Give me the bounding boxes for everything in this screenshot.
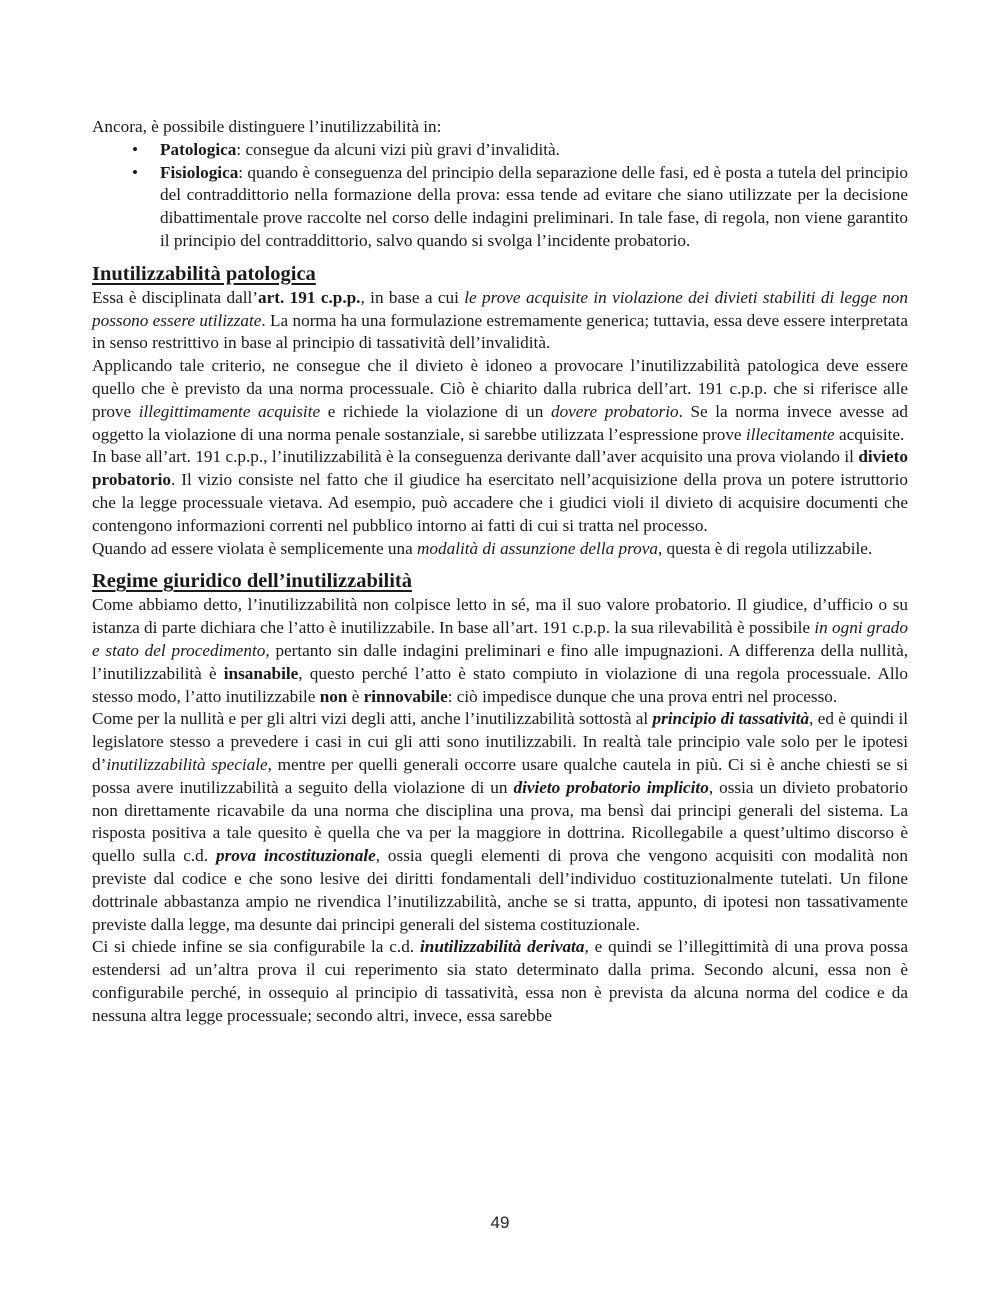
paragraph: In base all’art. 191 c.p.p., l’inutilizzabilità è la conseguenza derivante dall’aver acquisito una prova violando il divieto probatorio. Il vizio consiste nel fatto che il giudice ha esercitato nell’acquisizione della prova un potere istruttorio che la legge processuale vietava. Ad esempio, può accadere che i giudici violi il divieto di acquisire documenti che contengono informazioni correnti nel pubblico intorno ai fatti di cui si tratta nel processo. (92, 447, 908, 535)
section-heading-patologica: Inutilizzabilità patologica (92, 262, 316, 285)
paragraph: Quando ad essere violata è semplicemente una modalità di assunzione della prova, questa è di regola utilizzabile. (92, 538, 873, 558)
distinction-list (92, 139, 908, 253)
document-page (92, 116, 908, 1027)
paragraph: Essa è disciplinata dall’art. 191 c.p.p., in base a cui le prove acquisite in violazione dei divieti stabiliti di legge non possono essere utilizzate. La norma ha una formulazione estremamente generica; tuttavia, essa deve essere interpretata in senso restrittivo in base al principio di tassatività dell’invalidità. (92, 287, 908, 353)
intro-paragraph: Ancora, è possibile distinguere l’inutilizzabilità in: (92, 117, 442, 136)
section-heading-regime: Regime giuridico dell’inutilizzabilità (92, 570, 413, 593)
page-number: 49 (490, 1213, 510, 1232)
paragraph: Come per la nullità e per gli altri vizi degli atti, anche l’inutilizzabilità sottostà al principio di tassatività, ed è quindi il legislatore stesso a prevedere i casi in cui gli atti sono inutilizzabili. In realtà tale principio vale solo per le ipotesi d’inutilizzabilità speciale, mentre per quelli generali occorre usare qualche cautela in più. Ci si è anche chiesti se si possa avere inutilizzabilità a seguito della violazione di un divieto probatorio implicito, ossia un divieto probatorio non direttamente ricavabile da una norma che disciplina una prova, ma bensì dai principi generali del sistema. La risposta positiva a tale quesito è quella che va per la maggiore in dottrina. Ricollegabile a quest’ultimo discorso è quello sulla c.d. prova incostituzionale, ossia quegli elementi di prova che vengono acquisiti con modalità non previste dal codice e che sono lesive dei diritti fondamentali dell’individuo costituzionalmente tutelati. Un filone dottrinale abbastanza ampio ne rivendica l’inutilizzabilità, anche se si tratta, appunto, di ipotesi non tassativamente previste dalla legge, ma desunte dai principi generali del sistema costituzionale. (92, 709, 908, 934)
list-item: • Patologica: consegue da alcuni vizi più gravi d’invalidità. (92, 139, 908, 162)
paragraph: Come abbiamo detto, l’inutilizzabilità non colpisce letto in sé, ma il suo valore probatorio. Il giudice, d’ufficio o su istanza di parte dichiara che l’atto è inutilizzabile. In base all’art. 191 c.p.p. la sua rilevabilità è possibile in ogni grado e stato del procedimento, pertanto sin dalle indagini preliminari e fino alle impugnazioni. A differenza della nullità, l’inutilizzabilità è insanabile, questo perché l’atto è stato compiuto in violazione di una regola processuale. Allo stesso modo, l’atto inutilizzabile non è rinnovabile: ciò impedisce dunque che una prova entri nel processo. (92, 595, 908, 706)
paragraph: Applicando tale criterio, ne consegue che il divieto è idoneo a provocare l’inutilizzabilità patologica deve essere quello che è previsto da una norma processuale. Ciò è chiarito dalla rubrica dell’art. 191 c.p.p. che si riferisce alle prove illegittimamente acquisite e richiede la violazione di un dovere probatorio. Se la norma invece avesse ad oggetto la violazione di una norma penale sostanziale, si sarebbe utilizzata l’espressione prove illecitamente acquisite. (92, 356, 908, 444)
term: Patologica (160, 139, 237, 159)
paragraph: Ci si chiede infine se sia configurabile la c.d. inutilizzabilità derivata, e quindi se l’illegittimità di una prova possa estendersi ad un’altra prova il cui reperimento sia stato determinato dalla prima. Secondo alcuni, essa non è configurabile perché, in ossequio al principio di tassatività, essa non è prevista da alcuna norma del codice e da nessuna altra legge processuale; secondo altri, invece, essa sarebbe (92, 937, 909, 1025)
bullet-icon: • (132, 162, 139, 182)
term: Fisiologica (160, 162, 239, 182)
list-item: • Fisiologica: quando è conseguenza del principio della separazione delle fasi, ed è posta a tutela del principio del contraddittorio nella formazione della prova: essa tende ad evitare che siano utilizzate per la decisione dibattimentale prove raccolte nel corso delle indagini preliminari. In tale fase, di regola, non viene garantito il principio del contraddittorio, salvo quando si svolga l’incidente probatorio. (132, 162, 908, 250)
bullet-icon: • (132, 139, 139, 159)
